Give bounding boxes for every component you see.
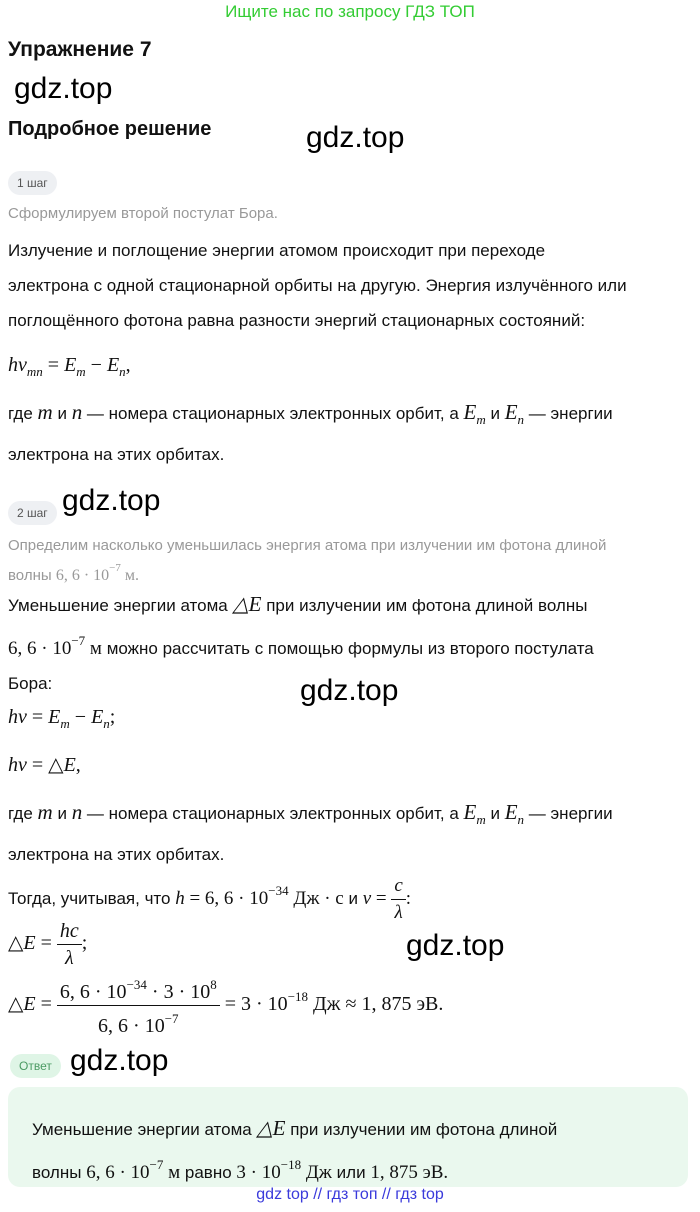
paragraph <box>8 795 692 872</box>
footer-links[interactable]: gdz top // гдз топ // гдз top <box>256 1186 444 1203</box>
exercise-title: Упражнение 7 <box>8 38 152 61</box>
math-var: E <box>504 400 518 424</box>
math-value: $3 \cdot 10^{-18}$ Дж <box>236 1157 332 1183</box>
watermark: gdz.top <box>306 121 405 154</box>
text: и <box>490 404 500 423</box>
formula-calculation: △E = $\frac{6, 6 \cdot 10^{-34} \cdot 3 \cdot 10^8}{6, 6 \cdot 10^{-7}}$ = $3 \cdot 10^{-18}$ Дж ≈ 1, 875 эВ. <box>8 972 443 1039</box>
text-line <box>8 623 692 666</box>
text-line: электрона на этих орбитах. <box>8 445 225 464</box>
section-title: Подробное решение <box>8 118 212 140</box>
math-value: ν = $\frac{c}{\lambda}$ : <box>362 875 412 924</box>
paragraph <box>8 233 692 338</box>
formula-delta-e: △E = $\frac{hc}{\lambda}$ ; <box>8 920 88 969</box>
text-line: электрона с одной стационарной орбиты на другую. Энергия излучённого или <box>8 276 627 295</box>
text: — энергии <box>528 804 613 823</box>
math-value: 1, 875 эВ. <box>370 1162 449 1183</box>
text: где <box>8 404 33 423</box>
paragraph <box>8 395 692 472</box>
text-line: поглощённого фотона равна разности энергий стационарных состояний: <box>8 311 586 330</box>
text-line: Бора: <box>8 674 53 693</box>
math-var: △E <box>256 1116 286 1140</box>
math-var: n <box>71 400 83 424</box>
text: при излучении им фотона длиной волны <box>266 596 588 615</box>
text: где <box>8 804 33 823</box>
text: равно <box>184 1163 232 1182</box>
text: — номера стационарных электронных орбит, а <box>86 404 459 423</box>
paragraph <box>8 868 692 926</box>
answer-badge: Ответ <box>10 1054 61 1078</box>
text: Уменьшение энергии атома <box>32 1120 252 1139</box>
text: и <box>348 889 358 908</box>
text-line: Излучение и поглощение энергии атомом происходит при переходе <box>8 241 546 260</box>
step-badge: 1 шаг <box>8 171 57 195</box>
math-var: m <box>37 800 53 824</box>
text: и <box>57 404 67 423</box>
math-var: E <box>504 800 518 824</box>
math-value: 6, $6 \cdot 10^{-7}$ м <box>8 633 102 659</box>
text: — номера стационарных электронных орбит, а <box>86 804 459 823</box>
text-line <box>32 1147 672 1190</box>
text: волны <box>32 1163 82 1182</box>
text: — энергии <box>528 404 613 423</box>
text-line: где m и n — номера стационарных электронных орбит, а $E_m$ и $E_n$ — энергии <box>8 400 613 427</box>
math-var: n <box>71 800 83 824</box>
text-line <box>8 557 692 587</box>
text-line: где m и n — номера стационарных электронных орбит, а $E_m$ и $E_n$ — энергии <box>8 800 613 827</box>
math-value: 6, $6 \cdot 10^{-7}$ м <box>86 1157 181 1183</box>
math-var: E <box>463 800 477 824</box>
watermark: gdz.top <box>300 674 399 707</box>
watermark: gdz.top <box>62 484 161 517</box>
math-value: 6, $6 \cdot 10^{-7}$ м. <box>55 562 139 584</box>
watermark: gdz.top <box>14 72 113 105</box>
text-line: Определим насколько уменьшилась энергия атома при излучении им фотона длиной <box>8 537 607 554</box>
search-banner[interactable]: Ищите нас по запросу ГДЗ ТОП <box>225 2 475 21</box>
step-badge: 2 шаг <box>8 501 57 525</box>
text: можно рассчитать с помощью формулы из второго постулата <box>106 639 594 658</box>
text: при излучении им фотона длиной <box>290 1120 558 1139</box>
text-line <box>32 1111 672 1147</box>
watermark: gdz.top <box>70 1044 169 1077</box>
text: и <box>57 804 67 823</box>
text: и <box>490 804 500 823</box>
math-var: m <box>37 400 53 424</box>
formula: $h\nu = E_m - E_n$; <box>8 706 116 731</box>
text-line <box>8 587 692 623</box>
math-value: h = 6, $6 \cdot 10^{-34}$ Дж · с <box>175 883 344 909</box>
step-hint: Сформулируем второй постулат Бора. <box>8 205 278 222</box>
formula: hν = △E, <box>8 754 81 776</box>
watermark: gdz.top <box>406 929 505 962</box>
answer-text <box>32 1111 672 1190</box>
text: волны <box>8 567 52 584</box>
text-line: электрона на этих орбитах. <box>8 845 225 864</box>
formula-bohr-postulate: $hv_{mn} = E_m - E_n$, <box>8 354 131 379</box>
text: Тогда, учитывая, что <box>8 889 171 908</box>
text: Уменьшение энергии атома <box>8 596 228 615</box>
math-var: △E <box>232 592 262 616</box>
step-hint <box>8 535 692 587</box>
math-var: E <box>463 400 477 424</box>
text: или <box>336 1163 366 1182</box>
